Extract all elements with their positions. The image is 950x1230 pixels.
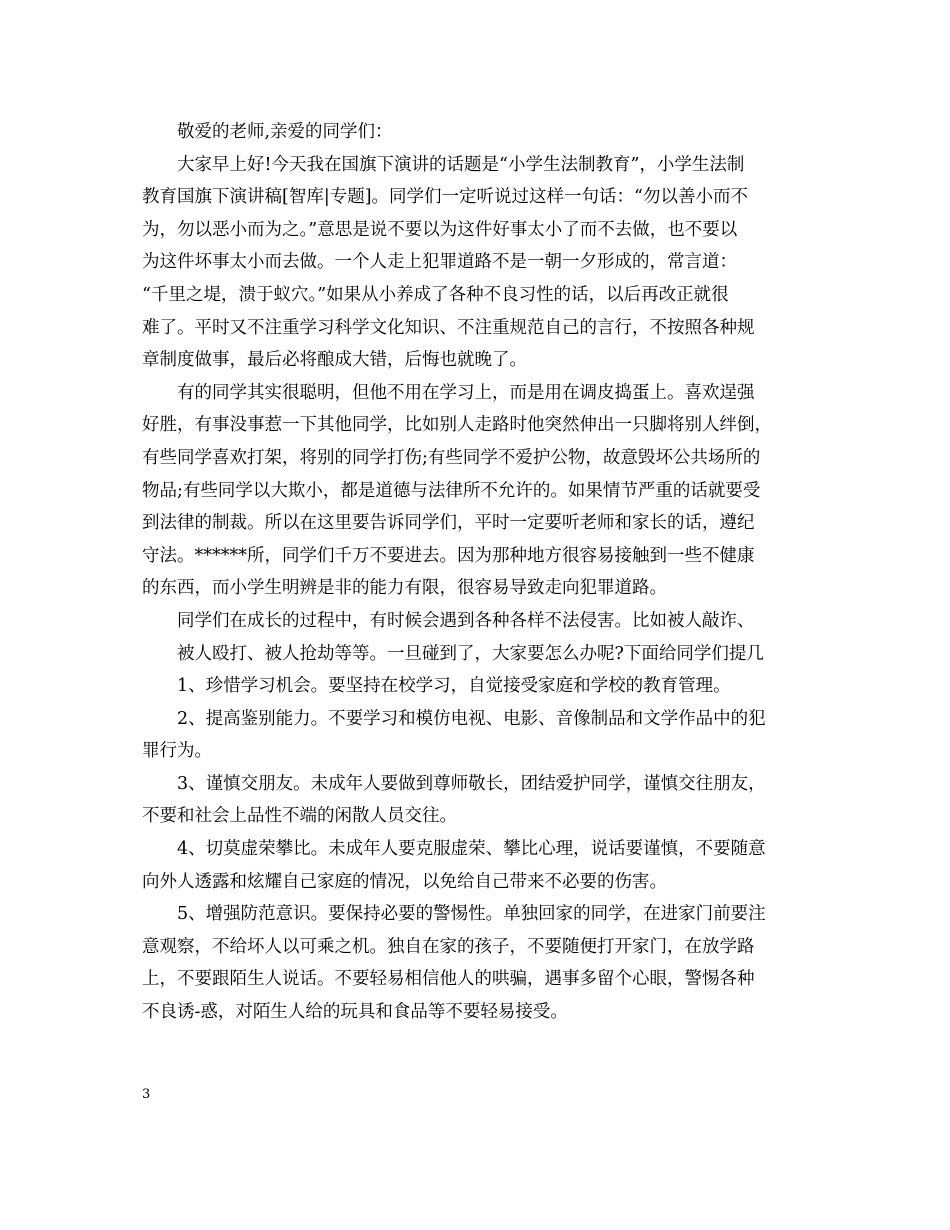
text-line: 为，勿以恶小而为之。”意思是说不要以为这件好事太小了而不去做，也不要以 [142, 219, 738, 240]
text-line: 到法律的制裁。所以在这里要告诉同学们，平时一定要听老师和家长的话，遵纪 [142, 513, 755, 534]
text-line: 章制度做事，最后必将酿成大错，后悔也就晚了。 [142, 350, 527, 371]
text-line: 的东西，而小学生明辨是非的能力有限，很容易导致走向犯罪道路。 [142, 578, 667, 599]
body-text [142, 116, 824, 1029]
text-line: 同学们在成长的过程中，有时候会遇到各种各样不法侵害。比如被人敲诈、 [177, 610, 755, 631]
text-line: 为这件坏事太小而去做。一个人走上犯罪道路不是一朝一夕形成的，常言道： [142, 252, 737, 273]
text-line: 4、切莫虚荣攀比。未成年人要克服虚荣、攀比心理，说话要谨慎，不要随意 [177, 839, 766, 860]
text-line: “千里之堤，溃于蚁穴。”如果从小养成了各种不良习性的话，以后再改正就很 [142, 284, 729, 305]
text-line: 大家早上好!今天我在国旗下演讲的话题是“小学生法制教育”，小学生法制 [177, 154, 745, 175]
text-line: 罪行为。 [142, 741, 212, 762]
text-line: 不要和社会上品性不端的闲散人员交往。 [142, 806, 457, 827]
text-line: 被人殴打、被人抢劫等等。一旦碰到了，大家要怎么办呢?下面给同学们提几 [177, 643, 764, 664]
page-number: 3 [142, 1087, 151, 1102]
text-line: 上，不要跟陌生人说话。不要轻易相信他人的哄骗，遇事多留个心眼，警惕各种 [142, 969, 755, 990]
text-line: 教育国旗下演讲稿[智库|专题]。同学们一定听说过这样一句话：“勿以善小而不 [142, 187, 748, 208]
text-line: 有的同学其实很聪明，但他不用在学习上，而是用在调皮捣蛋上。喜欢逞强 [177, 382, 755, 403]
text-line: 不良诱-惑，对陌生人给的玩具和食品等不要轻易接受。 [142, 1002, 568, 1023]
text-line: 敬爱的老师,亲爱的同学们： [177, 122, 393, 142]
text-line: 守法。******所，同学们千万不要进去。因为那种地方很容易接触到一些不健康 [142, 545, 755, 566]
text-line: 物品;有些同学以大欺小，都是道德与法律所不允许的。如果情节严重的话就要受 [142, 480, 761, 501]
text-line: 难了。平时又不注重学习科学文化知识、不注重规范自己的言行，不按照各种规 [142, 317, 755, 338]
text-line: 1、珍惜学习机会。要坚持在校学习，自觉接受家庭和学校的教育管理。 [177, 676, 731, 697]
text-line: 2、提高鉴别能力。不要学习和模仿电视、电影、音像制品和文学作品中的犯 [177, 708, 766, 729]
text-line: 5、增强防范意识。要保持必要的警惕性。单独回家的同学，在进家门前要注 [177, 904, 766, 925]
text-line: 有些同学喜欢打架，将别的同学打伤;有些同学不爱护公物，故意毁坏公共场所的 [142, 447, 761, 468]
text-line: 意观察，不给坏人以可乘之机。独自在家的孩子，不要随便打开家门，在放学路 [142, 936, 755, 957]
text-line: 好胜，有事没事惹一下其他同学，比如别人走路时他突然伸出一只脚将别人绊倒， [142, 415, 772, 436]
text-line: 向外人透露和炫耀自己家庭的情况，以免给自己带来不必要的伤害。 [142, 871, 667, 892]
text-line: 3、谨慎交朋友。未成年人要做到尊师敬长，团结爱护同学，谨慎交往朋友， [177, 773, 766, 794]
